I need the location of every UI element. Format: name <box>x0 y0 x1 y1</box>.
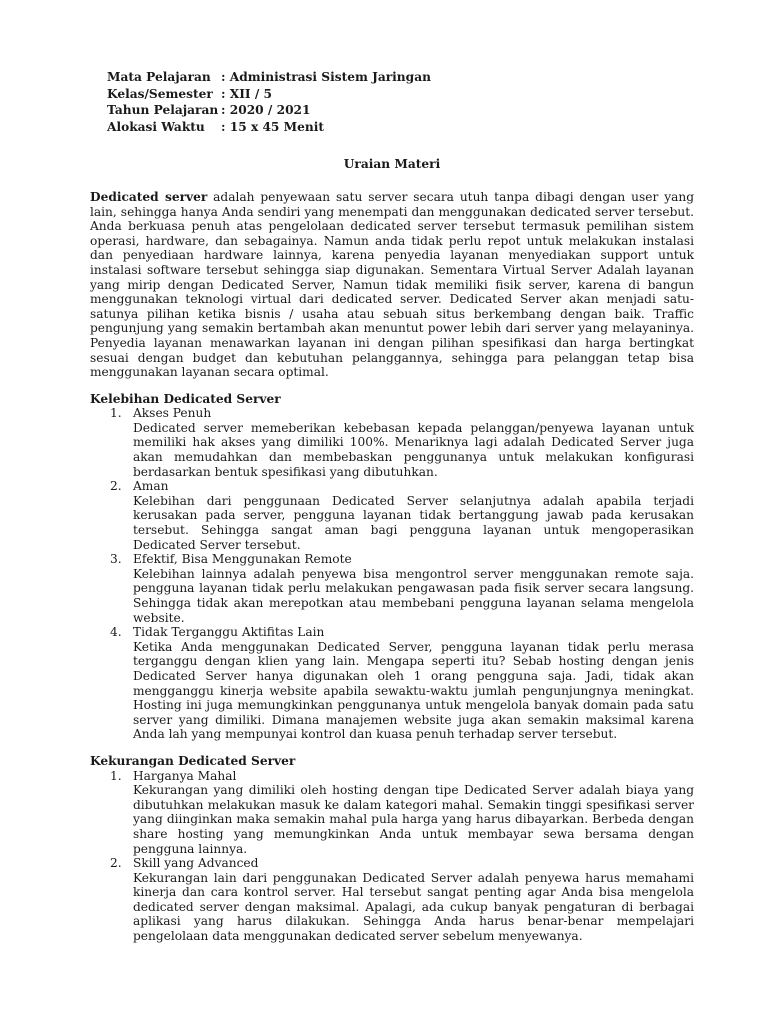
info-label: Kelas/Semester <box>107 86 213 101</box>
info-value: : XII / 5 <box>221 86 273 101</box>
item-title: Efektif, Bisa Menggunakan Remote <box>133 552 352 567</box>
info-label: Tahun Pelajaran <box>107 103 219 118</box>
info-row <box>107 103 431 120</box>
item-description: Ketika Anda menggunakan Dedicated Server, pengguna layanan tidak perlu merasa terganggu dengan klien yang lain. Mengapa seperti itu? Sebab hosting dengan jenis Dedicated Server hanya digunakan oleh 1 orang pengguna saja. Jadi, tidak akan mengganggu kinerja website apabila sewaktu-waktu jumlah pengunjungnya meningkat. Hosting ini juga memungkinkan penggunanya untuk mengelola banyak domain pada satu server yang dimiliki. Dimana manajemen website juga akan semakin maksimal karena Anda lah yang mempunyai kontrol dan kuasa penuh terhadap server tersebut. <box>133 639 694 742</box>
intro-bold-term: Dedicated server <box>90 189 208 204</box>
info-label: Alokasi Waktu <box>107 119 205 134</box>
list-item <box>90 769 694 857</box>
item-title: Harganya Mahal <box>133 768 237 783</box>
item-number: 1. <box>110 768 122 783</box>
item-description: Kekurangan lain dari penggunakan Dedicated Server adalah penyewa harus memahami kinerja dan cara kontrol server. Hal tersebut sangat penting agar Anda bisa mengelola dedicated server dengan maksimal. Apalagi, ada cukup banyak pengaturan di berbagai aplikasi yang harus dilakukan. Sehingga Anda harus benar-benar mempelajari pengelolaan data menggunakan dedicated server sebelum menyewanya. <box>133 870 694 944</box>
item-number: 2. <box>110 856 122 871</box>
kekurangan-list <box>90 769 694 944</box>
info-label: Mata Pelajaran <box>107 70 211 84</box>
subject-info-table <box>107 70 431 136</box>
item-number: 1. <box>110 406 122 421</box>
info-value: : 15 x 45 Menit <box>221 119 325 134</box>
item-title: Skill yang Advanced <box>133 856 259 871</box>
item-title: Akses Penuh <box>133 406 212 421</box>
info-value: : 2020 / 2021 <box>221 103 311 118</box>
info-row <box>107 120 431 137</box>
item-description: Kelebihan dari penggunaan Dedicated Server selanjutnya adalah apabila terjadi kerusakan pada server, pengguna layanan tidak bertanggung jawab pada kerusakan tersebut. Sehingga sangat aman bagi pengguna layanan untuk mengoperasikan Dedicated Server tersebut. <box>133 493 694 552</box>
item-description: Kelebihan lainnya adalah penyewa bisa mengontrol server menggunakan remote saja. pengguna layanan tidak perlu melakukan pengawasan pada fisik server secara langsung. Sehingga tidak akan merepotkan atau membebani pengguna layanan selama mengelola website. <box>133 566 694 625</box>
list-item <box>90 552 694 625</box>
item-description: Kekurangan yang dimiliki oleh hosting dengan tipe Dedicated Server adalah biaya yang dibutuhkan melakukan masuk ke dalam kategori mahal. Semakin tinggi spesifikasi server yang diinginkan maka semakin mahal pula harga yang harus dibayarkan. Berbeda dengan share hosting yang memungkinkan Anda untuk membayar sewa bersama dengan pengguna lainnya. <box>133 783 694 856</box>
kelebihan-list <box>90 406 694 742</box>
info-row <box>107 70 431 87</box>
list-item <box>90 406 694 479</box>
item-description: Dedicated server memeberikan kebebasan kepada pelanggan/penyewa layanan untuk memiliki hak akses yang dimiliki 100%. Menariknya lagi adalah Dedicated Server juga akan memudahkan dan membebaskan penggunanya untuk melakukan konfigurasi berdasarkan bentuk spesifikasi yang dibutuhkan. <box>133 420 694 479</box>
section-heading-kelebihan: Kelebihan Dedicated Server <box>90 391 281 406</box>
intro-text: adalah penyewaan satu server secara utuh tanpa dibagi dengan user yang lain, sehingga hanya Anda sendiri yang menempati dan menggunakan dedicated server tersebut. Anda berkuasa penuh atas pengelolaan dedicated server tersebut termasuk pemilihan sistem operasi, hardware, dan sebagainya. Namun anda tidak perlu repot untuk melakukan instalasi dan penyediaan hardware lainnya, karena penyedia layanan menyediakan support untuk instalasi software tersebut sehingga siap digunakan. Sementara Virtual Server Adalah layanan yang mirip dengan Dedicated Server, Namun tidak memiliki fisik server, karena di bangun menggunakan teknologi virtual dari dedicated server. Dedicated Server akan menjadi satu-satunya pilihan ketika bisnis / usaha atau sebuah situs berkembang dengan baik. Traffic pengunjung yang semakin bertambah akan menuntut power lebih dari server yang melayaninya. Penyedia layanan menawarkan layanan ini dengan pilihan spesifikasi dan harga bertingkat sesuai dengan budget dan kebutuhan pelanggannya, sehingga para pelanggan tetap bisa menggunakan layanan secara optimal. <box>90 189 694 380</box>
item-number: 3. <box>110 552 122 567</box>
section-heading-kekurangan: Kekurangan Dedicated Server <box>90 753 296 768</box>
info-value: : Administrasi Sistem Jaringan <box>221 70 431 84</box>
list-item <box>90 856 694 944</box>
item-title: Aman <box>133 479 169 494</box>
page-title: Uraian Materi <box>343 157 441 172</box>
list-item <box>90 479 694 552</box>
item-number: 2. <box>110 479 122 494</box>
item-title: Tidak Terganggu Aktifitas Lain <box>133 625 325 640</box>
info-row <box>107 87 431 104</box>
list-item <box>90 625 694 742</box>
item-number: 4. <box>110 625 122 640</box>
intro-paragraph <box>90 190 694 380</box>
